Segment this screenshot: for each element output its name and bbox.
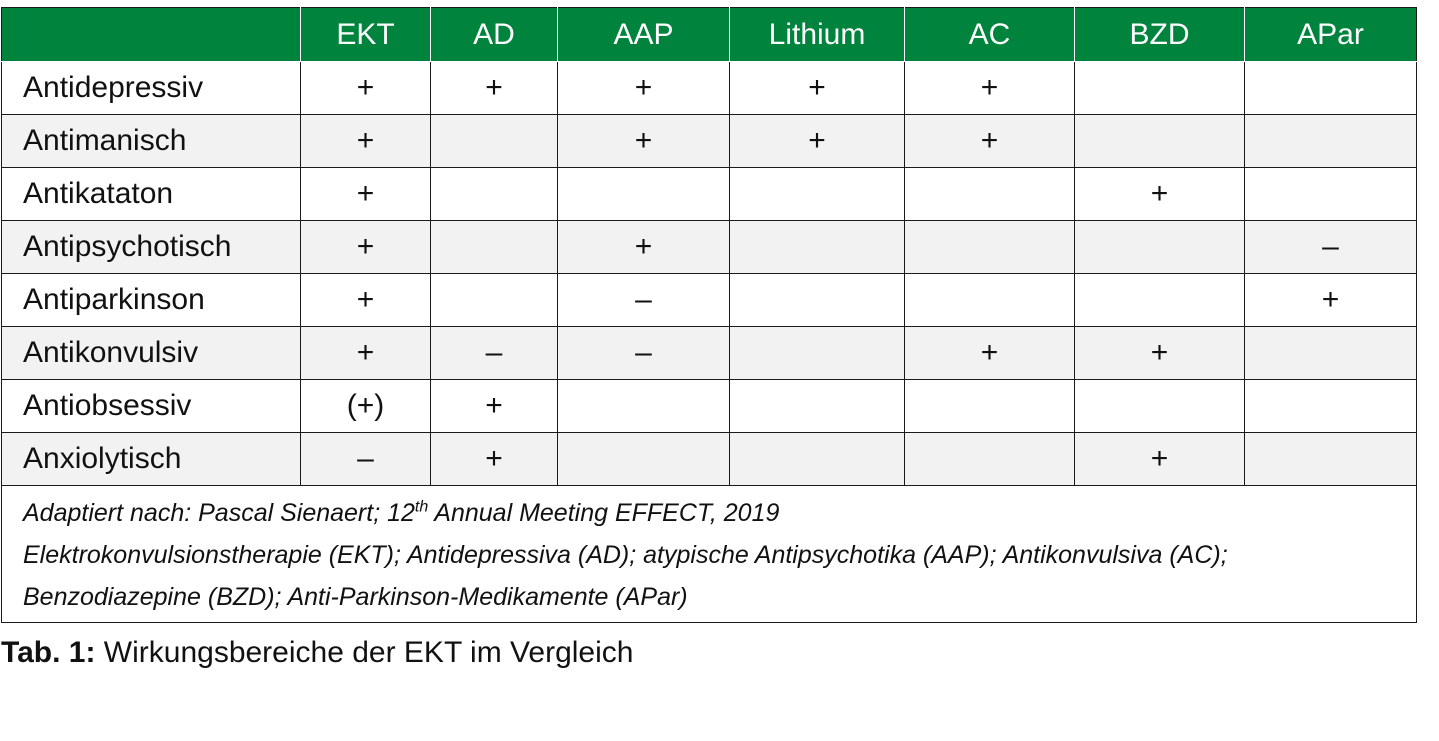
table-cell <box>431 168 558 221</box>
comparison-table <box>1 7 1417 623</box>
table-cell <box>1075 380 1245 433</box>
header-row <box>2 8 1417 62</box>
table-cell: + <box>558 62 730 115</box>
table-cell: + <box>905 62 1075 115</box>
table-cell <box>1245 168 1417 221</box>
row-label: Antiobsessiv <box>2 380 301 433</box>
table-cell: + <box>431 433 558 486</box>
table-cell: – <box>1245 221 1417 274</box>
table-cell: + <box>730 62 905 115</box>
table-cell <box>1075 62 1245 115</box>
comparison-table-container <box>1 7 1416 623</box>
table-cell <box>905 380 1075 433</box>
table-cell <box>1245 327 1417 380</box>
table-row <box>2 62 1417 115</box>
row-label: Antikataton <box>2 168 301 221</box>
table-cell <box>905 168 1075 221</box>
table-cell <box>730 168 905 221</box>
table-cell: – <box>431 327 558 380</box>
table-cell <box>905 274 1075 327</box>
table-cell: + <box>301 115 431 168</box>
table-row <box>2 221 1417 274</box>
table-cell: + <box>558 221 730 274</box>
header-cell: AAP <box>558 8 730 62</box>
table-cell: + <box>1075 433 1245 486</box>
table-row <box>2 115 1417 168</box>
header-cell: Lithium <box>730 8 905 62</box>
table-row <box>2 380 1417 433</box>
table-cell <box>558 168 730 221</box>
table-footnote <box>2 486 1417 623</box>
table-cell: + <box>301 62 431 115</box>
table-cell: (+) <box>301 380 431 433</box>
table-cell: + <box>1075 327 1245 380</box>
abbreviations-line-1: Elektrokonvulsionstherapie (EKT); Antidepressiva (AD); atypische Antipsychotika (AAP); Antikonvulsiva (AC); <box>23 541 1228 569</box>
table-cell: + <box>905 327 1075 380</box>
row-label: Antipsychotisch <box>2 221 301 274</box>
table-cell <box>1245 433 1417 486</box>
table-cell <box>730 274 905 327</box>
table-cell <box>730 327 905 380</box>
table-cell <box>558 433 730 486</box>
header-cell: EKT <box>301 8 431 62</box>
table-cell: + <box>301 274 431 327</box>
table-cell <box>1075 115 1245 168</box>
table-cell <box>730 380 905 433</box>
table-cell: + <box>301 221 431 274</box>
header-cell: AC <box>905 8 1075 62</box>
row-label: Antikonvulsiv <box>2 327 301 380</box>
header-cell: AD <box>431 8 558 62</box>
table-cell <box>730 433 905 486</box>
row-label: Antidepressiv <box>2 62 301 115</box>
table-cell <box>431 115 558 168</box>
table-row <box>2 327 1417 380</box>
table-cell: + <box>558 115 730 168</box>
table-cell: – <box>558 327 730 380</box>
table-row <box>2 433 1417 486</box>
table-caption <box>1 636 633 670</box>
row-label: Antimanisch <box>2 115 301 168</box>
table-cell <box>730 221 905 274</box>
table-cell <box>1075 221 1245 274</box>
table-cell: + <box>730 115 905 168</box>
abbreviations-line-2: Benzodiazepine (BZD); Anti-Parkinson-Medikamente (APar) <box>23 583 688 611</box>
table-cell: + <box>301 327 431 380</box>
table-cell <box>558 380 730 433</box>
footnote-row <box>2 486 1417 623</box>
header-cell: APar <box>1245 8 1417 62</box>
table-cell <box>905 433 1075 486</box>
table-cell: – <box>301 433 431 486</box>
table-cell: + <box>431 62 558 115</box>
table-cell: + <box>431 380 558 433</box>
source-note: Adaptiert nach: Pascal Sienaert; 12th Annual Meeting EFFECT, 2019 <box>23 498 780 527</box>
row-label: Anxiolytisch <box>2 433 301 486</box>
table-cell: + <box>1245 274 1417 327</box>
table-cell <box>1245 115 1417 168</box>
table-cell: + <box>301 168 431 221</box>
table-cell <box>431 274 558 327</box>
table-row <box>2 168 1417 221</box>
table-cell: + <box>905 115 1075 168</box>
row-label: Antiparkinson <box>2 274 301 327</box>
caption-label: Tab. 1: <box>1 636 96 669</box>
table-cell <box>1245 380 1417 433</box>
header-cell <box>2 8 301 62</box>
table-row <box>2 274 1417 327</box>
table-cell <box>905 221 1075 274</box>
table-cell <box>431 221 558 274</box>
table-cell: – <box>558 274 730 327</box>
header-cell: BZD <box>1075 8 1245 62</box>
table-cell: + <box>1075 168 1245 221</box>
caption-text: Wirkungsbereiche der EKT im Vergleich <box>95 636 634 669</box>
table-cell <box>1075 274 1245 327</box>
table-cell <box>1245 62 1417 115</box>
